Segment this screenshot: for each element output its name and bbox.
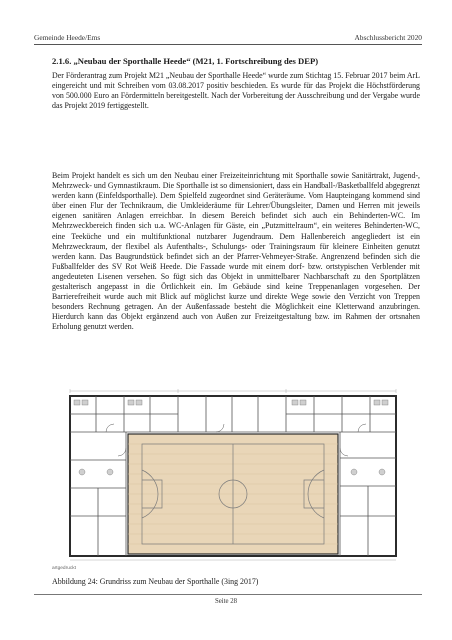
intro-paragraph: Der Förderantrag zum Projekt M21 „Neubau der Sporthalle Heede“ wurde zum Stichtag 15. Februar 2017 beim ArL eingereicht und mit Schreiben vom 03.08.2017 positiv beschieden. Es wurde für das Projekt die Höchstförderung von 500.000 Euro an Fördermitteln bereitgestellt. Nach der Vorbereitung der Ausschreibung und der Vergabe wurde das Projekt 2019 fertiggestellt. bbox=[52, 71, 420, 111]
figure-credit: artgedruckt bbox=[52, 566, 76, 571]
floor-plan-figure bbox=[66, 388, 400, 564]
header-report-title: Abschlussbericht 2020 bbox=[354, 33, 422, 42]
section-heading: 2.1.6. „Neubau der Sporthalle Heede“ (M21, 1. Fortschreibung des DEP) bbox=[52, 56, 319, 66]
body-paragraph: Beim Projekt handelt es sich um den Neubau einer Freizeiteinrichtung mit Sporthalle sowie Sanitärtrakt, Jugend-, Mehrzweck- und Gymnastikraum. Die Sporthalle ist so dimensioniert, dass ein Handball-/Basketballfeld abgegrenzt werden kann (Einfeldsporthalle). Dem Spielfeld zugeordnet sind Geräteräume. Vom Haupteingang kommend sind über einen Flur der Technikraum, die Umkleideräume für Lehrer/Übungsleiter, Damen und Herren mit jeweils eigenen sanitären Anlagen erreichbar. In diesem Bereich befindet sich auch ein Behinderten-WC. Im Mehrzweckbereich finden sich u.a. WC-Anlagen für Gäste, ein „Putzmittelraum“, ein weiteres Behinderten-WC, eine Teeküche und ein multifunktional nutzbarer Jugendraum. Dem Hallenbereich angegliedert ist ein Mehrzweckraum, der flexibel als Aufenthalts-, Schulungs- oder Trainingsraum für kleinere Einheiten genutzt werden kann. Das Baugrundstück befindet sich an der Pfarrer-Vehmeyer-Straße. Angrenzend befinden sich die Fußballfelder des SV Rot Weiß Heede. Die Fassade wurde mit einem dorf- bzw. ortstypischen Verblender mit angedeuteten Lisenen versehen. So fügt sich das Objekt in unmittelbarer Nachbarschaft zu den Sportplätzen gestalterisch angepasst in die Örtlichkeit ein. Im Gebäude sind keine Treppenanlagen vorgesehen. Der Barrierefreiheit wurde auch mit Blick auf möglichst kurze und direkte Wege sowie den Verzicht von Treppen besonders Rechnung getragen. An der Außenfassade besteht die Möglichkeit eine Kletterwand anzubringen. Hierdurch kann das Objekt ergänzend auch von Außen zur Freizeitgestaltung bzw. im Rahmen der ortsnahen Erholung genutzt werden. bbox=[52, 171, 420, 332]
footer-divider bbox=[34, 594, 422, 595]
figure-caption: Abbildung 24: Grundriss zum Neubau der Sporthalle (3ing 2017) bbox=[52, 577, 259, 586]
header-divider bbox=[34, 44, 422, 45]
header-municipality: Gemeinde Heede/Ems bbox=[34, 33, 101, 42]
page-number: Seite 28 bbox=[214, 598, 238, 605]
